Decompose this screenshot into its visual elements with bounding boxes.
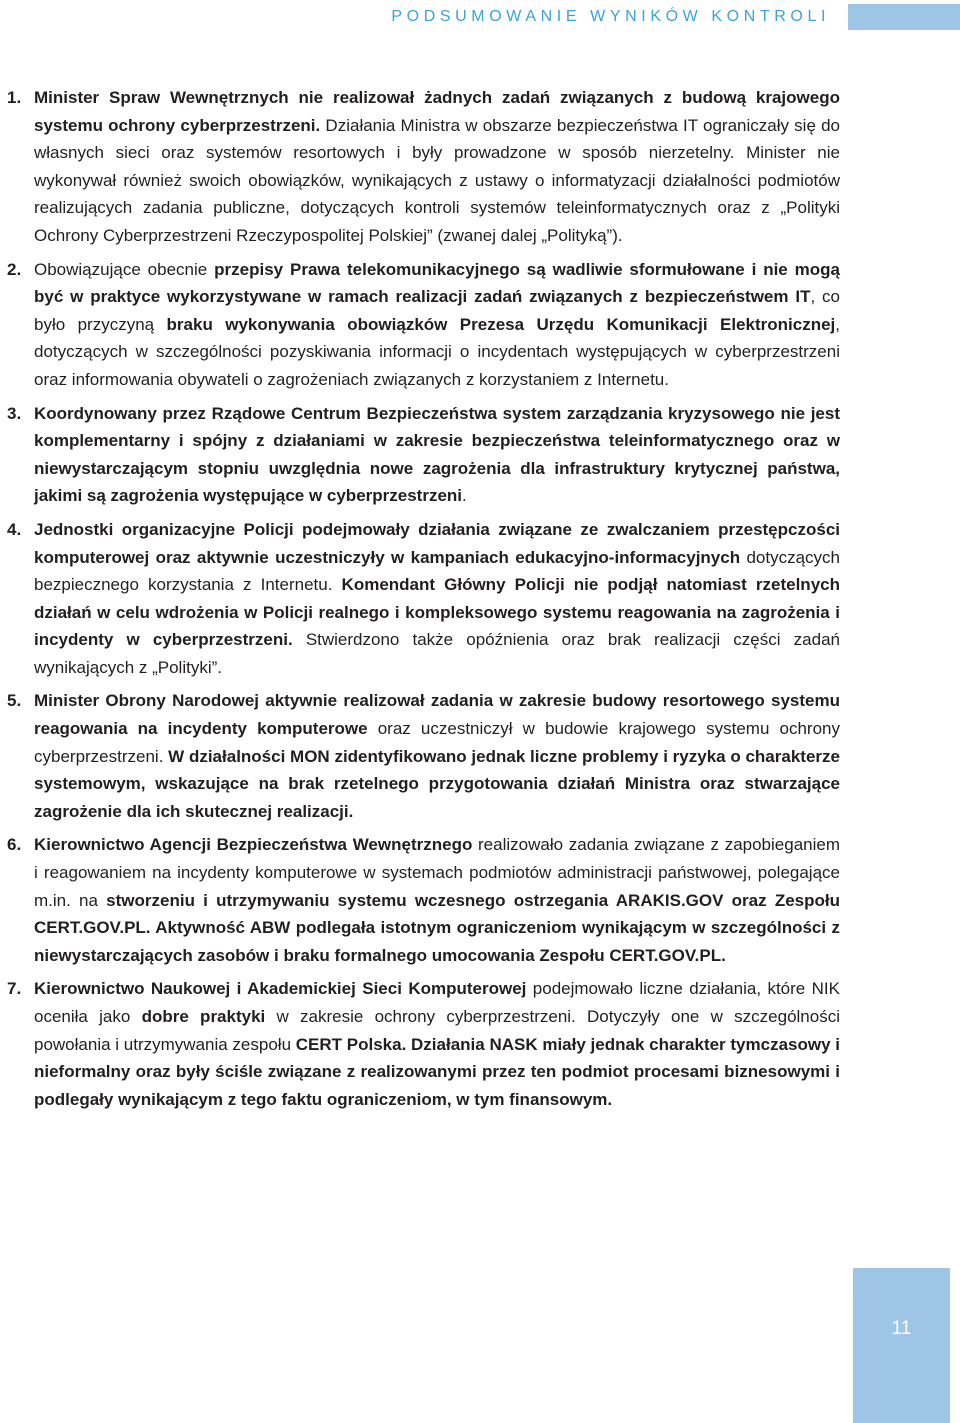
finding-number: 5.: [7, 691, 22, 711]
finding-text-bold: Komendant Główny Policji nie podjął natomiast rzetelnych działań w celu wdrożenia w Policji realnego i kompleksowego systemu reagowania na zagrożenia i incydenty w cyberprzestrzeni.: [34, 575, 840, 650]
finding-text: Obowiązujące obecnie: [34, 259, 215, 279]
finding-text: , co było przyczyną: [34, 287, 840, 334]
finding-text-bold: przepisy Prawa telekomunikacyjnego są wadliwie sformułowane i nie mogą być w praktyce wykorzystywane w ramach realizacji zadań związanych z bezpieczeństwem IT: [34, 259, 840, 307]
finding-text: Stwierdzono także opóźnienia oraz brak realizacji części zadań wynikających z „Polityki”.: [34, 630, 840, 677]
finding-item: [0, 400, 840, 510]
finding-text: .: [462, 486, 467, 506]
finding-text-bold: braku wykonywania obowiązków Prezesa Urzędu Komunikacji Elektronicznej: [166, 314, 836, 334]
finding-number: 4.: [7, 519, 22, 539]
finding-item: [0, 975, 840, 1113]
finding-text: realizowało zadania związane z zapobieganiem i reagowaniem na incydenty komputerowe w systemach podmiotów administracji państwowej, polegające m.in. na: [34, 835, 841, 910]
finding-number: 2.: [7, 259, 22, 279]
finding-text: , dotyczących w szczególności pozyskiwania informacji o incydentach występujących w cyberprzestrzeni oraz informowania obywateli o zagrożeniach związanych z korzystaniem z Internetu.: [34, 314, 840, 389]
finding-text-bold: W działalności MON zidentyfikowano jednak liczne problemy i ryzyka o charakterze systemowym, wskazujące na brak rzetelnego przygotowania działań Ministra oraz stwarzające zagrożenie dla ich skutecznej realizacji.: [34, 746, 840, 821]
finding-text: oraz uczestniczył w budowie krajowego systemu ochrony cyberprzestrzeni.: [34, 719, 841, 766]
page-number: 11: [891, 1318, 912, 1339]
finding-number: 1.: [7, 88, 22, 107]
finding-number: 3.: [7, 403, 22, 423]
finding-item: [0, 687, 840, 825]
header-color-block: [848, 4, 960, 30]
finding-text: dotyczących bezpiecznego korzystania z Internetu.: [34, 547, 841, 595]
findings-list: [0, 84, 840, 1119]
finding-text: Działania Ministra w obszarze bezpieczeństwa IT ograniczały się do własnych sieci oraz systemów resortowych i były prowadzone w sposób nierzetelny. Minister nie wykonywał również swoich obowiązków, wynikających z ustawy o informatyzacji działalności podmiotów realizujących zadania publiczne, dotyczących kontroli systemów teleinformatycznych oraz z „Polityki Ochrony Cyberprzestrzeni Rzeczypospolitej Polskiej” (zwanej dalej „Polityką”).: [34, 115, 840, 245]
finding-item: [0, 516, 840, 682]
finding-number: 6.: [7, 835, 22, 855]
finding-text-bold: CERT Polska. Działania NASK miały jednak charakter tymczasowy i nieformalny oraz były ściśle związane z realizowanymi przez ten podmiot procesami biznesowymi i podlegały wynikającym z tego faktu ograniczeniom, w tym finansowym.: [34, 1034, 841, 1109]
finding-text: podejmowało liczne działania, które NIK oceniła jako: [34, 979, 840, 1026]
finding-text-bold: Koordynowany przez Rządowe Centrum Bezpieczeństwa system zarządzania kryzysowego nie jest komplementarny i spójny z działaniami w zakresie bezpieczeństwa teleinformatycznego oraz w niewystarczającym stopniu uwzględnia nowe zagrożenia dla infrastruktury krytycznej państwa, jakimi są zagrożenia występujące w cyberprzestrzeni: [34, 403, 840, 506]
finding-text-bold: stworzeniu i utrzymywaniu systemu wczesnego ostrzegania ARAKIS.GOV oraz Zespołu CERT.GOV.PL. Aktywność ABW podlegała istotnym ograniczeniom wynikającym w szczególności z niewystarczających zasobów i braku formalnego umocowania Zespołu CERT.GOV.PL.: [34, 890, 840, 965]
finding-number: 7.: [7, 979, 22, 999]
page-number-box: [853, 1268, 950, 1423]
finding-text-bold: dobre praktyki: [141, 1007, 266, 1026]
finding-text-bold: Kierownictwo Naukowej i Akademickiej Sieci Komputerowej: [34, 979, 527, 999]
running-header: PODSUMOWANIE WYNIKÓW KONTROLI: [391, 8, 830, 25]
finding-text-bold: Kierownictwo Agencji Bezpieczeństwa Wewnętrznego: [34, 835, 473, 855]
finding-item: [0, 831, 840, 969]
finding-text-bold: Minister Spraw Wewnętrznych nie realizował żadnych zadań związanych z budową krajowego systemu ochrony cyberprzestrzeni.: [34, 88, 840, 135]
finding-text-bold: Jednostki organizacyjne Policji podejmowały działania związane ze zwalczaniem przestępczości komputerowej oraz aktywnie uczestniczyły w kampaniach edukacyjno-informacyjnych: [34, 519, 840, 567]
finding-text: w zakresie ochrony cyberprzestrzeni. Dotyczyły one w szczególności powołania i utrzymywania zespołu: [34, 1007, 840, 1054]
finding-item: [0, 84, 840, 250]
finding-item: [0, 256, 840, 394]
finding-text-bold: Minister Obrony Narodowej aktywnie realizował zadania w zakresie budowy resortowego systemu reagowania na incydenty komputerowe: [34, 691, 840, 739]
